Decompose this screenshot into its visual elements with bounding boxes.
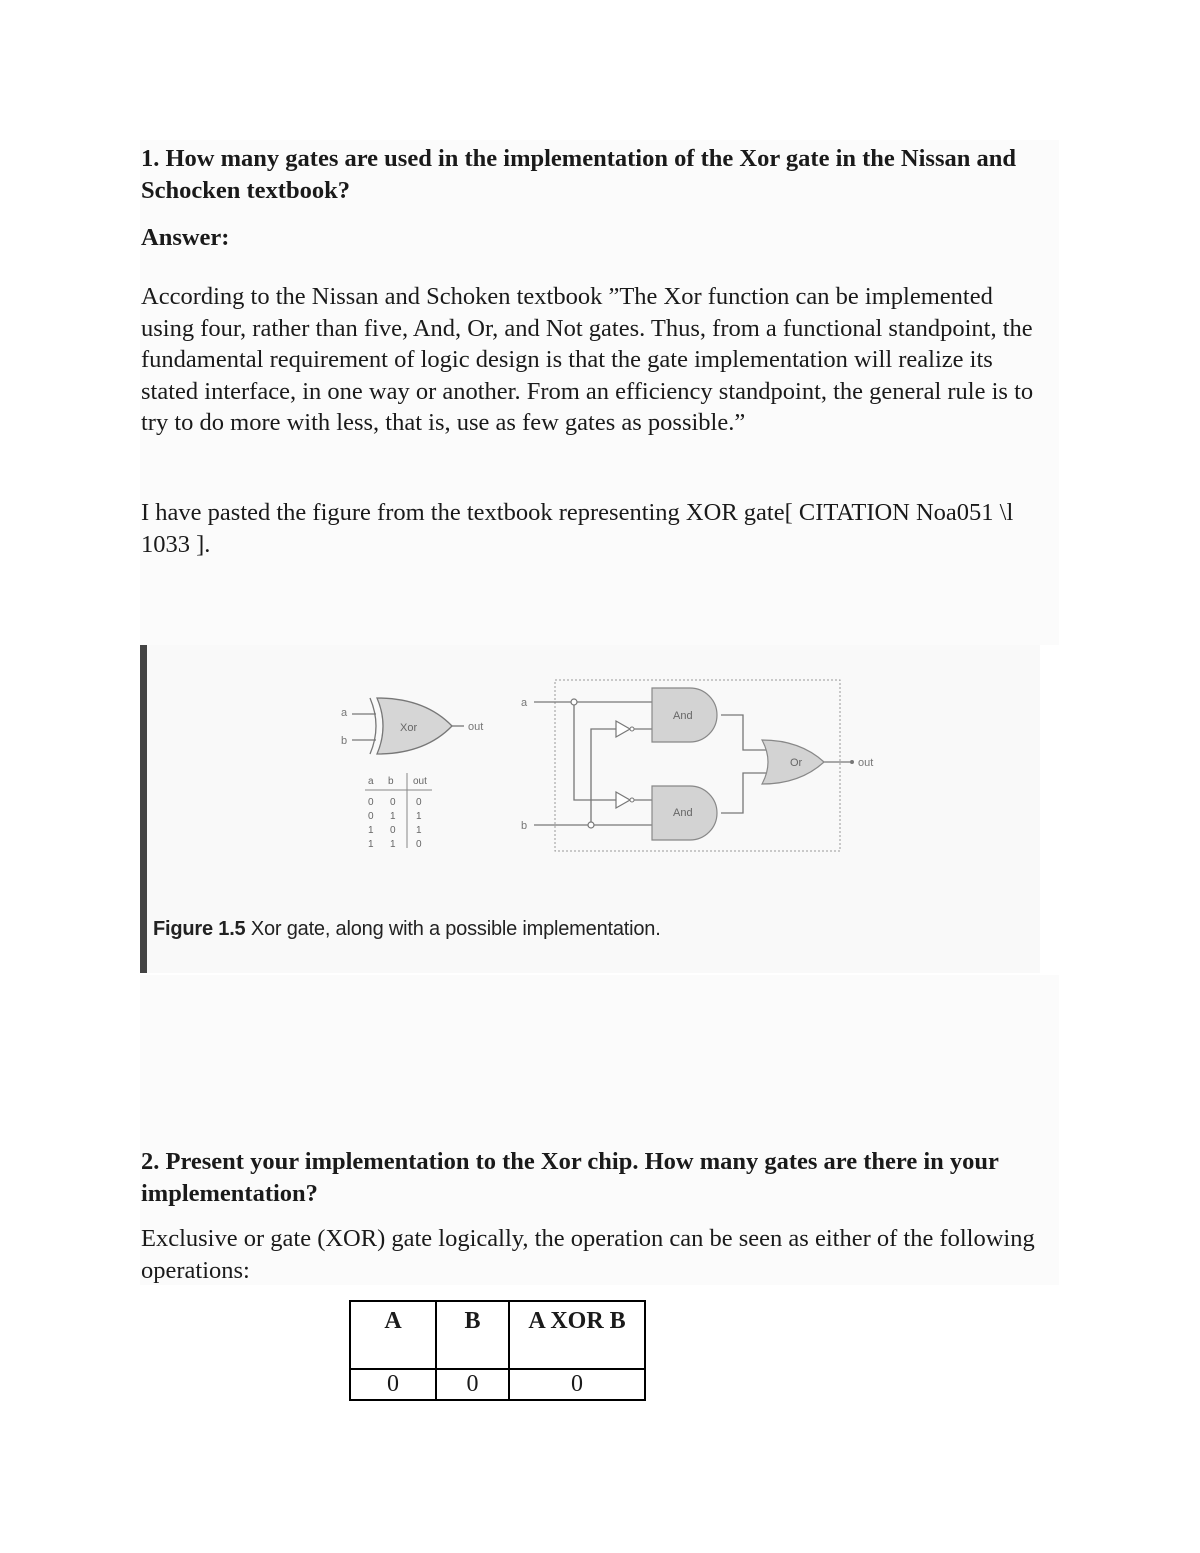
table-cell: 0	[509, 1369, 645, 1400]
junction-dot	[588, 822, 594, 828]
and-gate-top	[652, 688, 717, 742]
xor-extra-curve	[370, 698, 376, 754]
table-row	[350, 1369, 645, 1400]
not-gate-top	[616, 721, 634, 737]
truth-table-header-b: b	[388, 776, 394, 787]
truth-table-cell: 1	[416, 811, 422, 822]
truth-table-cell: 1	[390, 839, 396, 850]
xor-truth-table	[365, 773, 432, 850]
xor-implementation-circuit	[521, 680, 873, 851]
circuit-output-label: out	[858, 757, 874, 769]
table-header-a: A	[350, 1301, 436, 1369]
truth-table-header-out: out	[413, 776, 427, 787]
figure-caption	[153, 918, 661, 941]
circuit-input-b-label: b	[521, 820, 528, 832]
or-gate-label: Or	[790, 757, 803, 769]
truth-table-cell: 0	[416, 839, 422, 850]
question-2-title: 2. Present your implementation to the Xor chip. How many gates are there in your implementation?	[141, 1148, 999, 1207]
truth-table-cell: 0	[390, 797, 396, 808]
table-header-xor: A XOR B	[509, 1301, 645, 1369]
xor-gate-symbol	[341, 698, 483, 754]
truth-table-cell: 1	[368, 839, 374, 850]
table-cell: 0	[436, 1369, 509, 1400]
truth-table-cell: 0	[368, 797, 374, 808]
xor-input-b-label: b	[341, 735, 348, 747]
or-gate	[762, 740, 824, 784]
truth-table-cell: 1	[416, 825, 422, 836]
table-header-row	[350, 1301, 645, 1369]
truth-table-cell: 0	[390, 825, 396, 836]
table-header-b: B	[436, 1301, 509, 1369]
figure-intro-paragraph: I have pasted the figure from the textbook representing XOR gate[ CITATION Noa051 \l 1033 ].	[141, 499, 1014, 558]
and-gate-bottom-label: And	[673, 807, 693, 819]
xor-gate-label: Xor	[400, 722, 418, 734]
question-2-paragraph: Exclusive or gate (XOR) gate logically, the operation can be seen as either of the following operations:	[141, 1225, 1035, 1284]
and-gate-top-label: And	[673, 710, 693, 722]
output-dot	[850, 760, 854, 764]
xor-output-label: out	[468, 721, 484, 733]
question-1-title: 1. How many gates are used in the implementation of the Xor gate in the Nissan and Schocken textbook?	[141, 145, 1016, 204]
figure-caption-text: Xor gate, along with a possible implementation.	[245, 918, 661, 940]
xor-input-a-label: a	[341, 707, 348, 719]
xor-truth-table-doc	[349, 1300, 646, 1401]
answer-paragraph: According to the Nissan and Schoken textbook ”The Xor function can be implemented using four, rather than five, And, Or, and Not gates. Thus, from a functional standpoint, the fundamental requirement of logic design is that the gate implementation will realize its stated interface, in one way or another. From an efficiency standpoint, the general rule is to try to do more with less, that is, use as few gates as possible.”	[141, 283, 1034, 437]
figure-caption-label: Figure 1.5	[153, 918, 246, 940]
not-gate-bottom	[616, 792, 634, 808]
circuit-input-a-label: a	[521, 697, 528, 709]
truth-table-cell: 1	[390, 811, 396, 822]
truth-table-cell: 1	[368, 825, 374, 836]
and-gate-bottom	[652, 786, 717, 840]
answer-label: Answer:	[141, 224, 230, 251]
table-cell: 0	[350, 1369, 436, 1400]
truth-table-cell: 0	[416, 797, 422, 808]
truth-table-cell: 0	[368, 811, 374, 822]
junction-dot	[571, 699, 577, 705]
truth-table-header-a: a	[368, 776, 374, 787]
